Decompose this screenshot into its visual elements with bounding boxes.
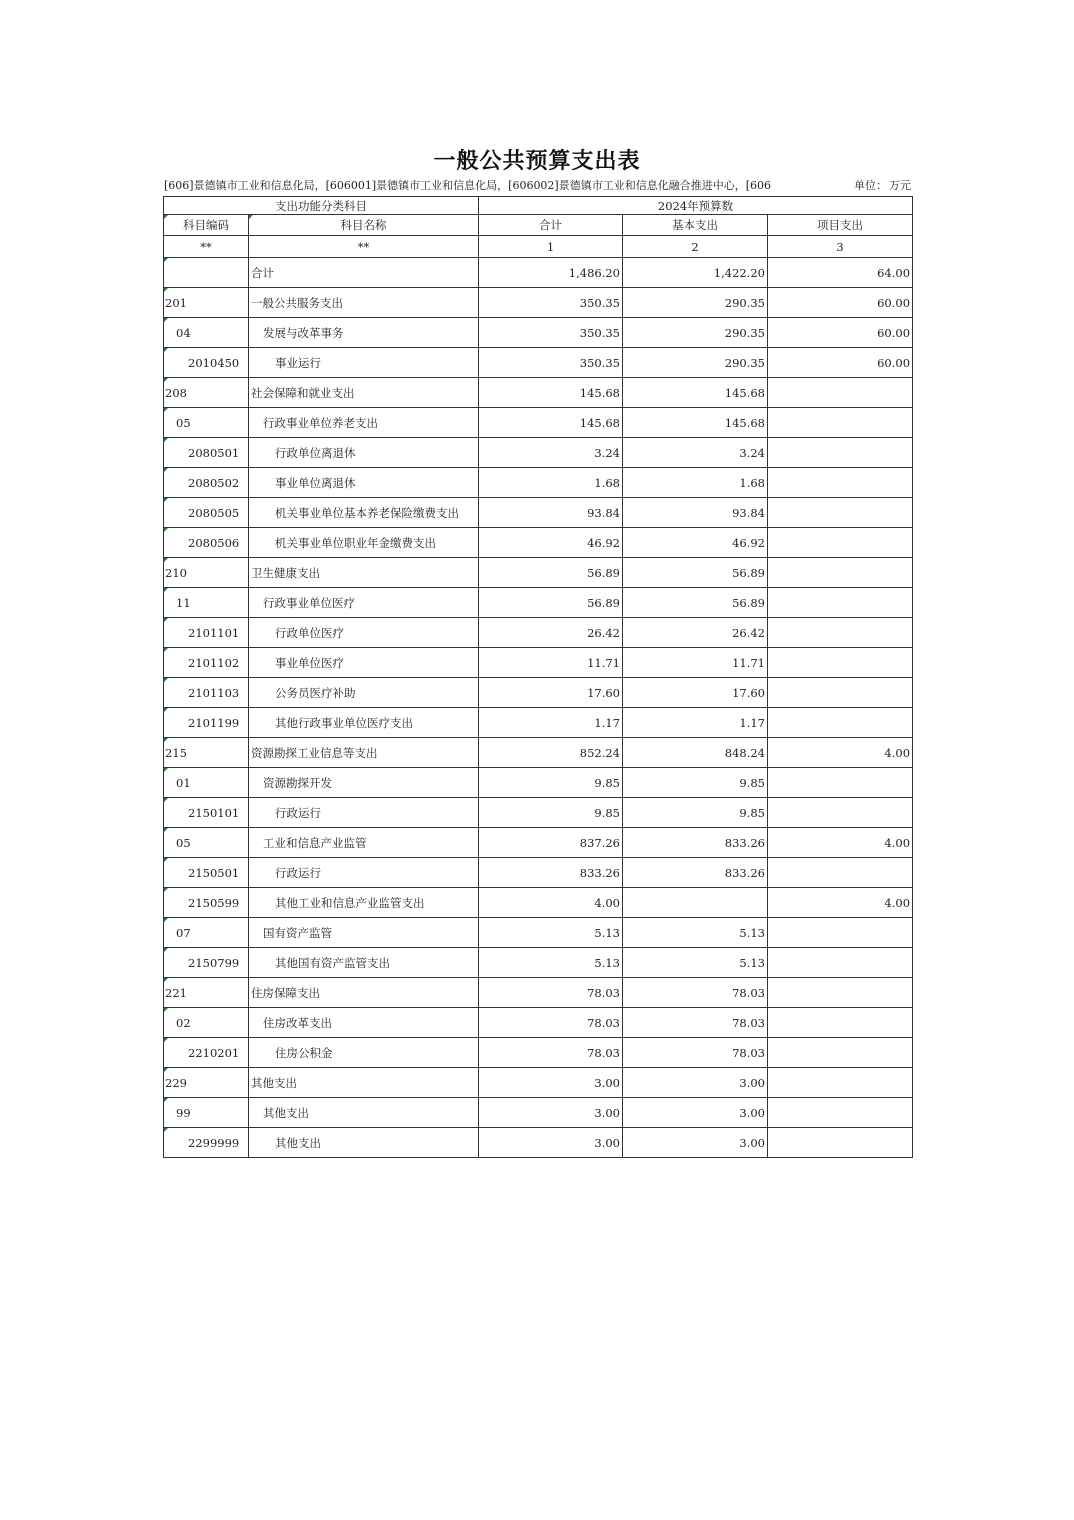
- row-basic: 17.60: [623, 678, 768, 708]
- header-total: 合计: [479, 215, 623, 236]
- header-col3: 3: [768, 236, 913, 258]
- row-basic: 3.00: [623, 1098, 768, 1128]
- table-row: [164, 798, 913, 828]
- row-total: 145.68: [479, 408, 623, 438]
- row-name: 其他支出: [249, 1068, 479, 1098]
- table-row: [164, 558, 913, 588]
- row-name: 机关事业单位基本养老保险缴费支出: [249, 498, 479, 528]
- row-project: [768, 978, 913, 1008]
- row-project: [768, 948, 913, 978]
- row-basic: 56.89: [623, 588, 768, 618]
- header-budget-year: 2024年预算数: [479, 197, 913, 215]
- row-name: 机关事业单位职业年金缴费支出: [249, 528, 479, 558]
- row-total: 17.60: [479, 678, 623, 708]
- row-project: [768, 558, 913, 588]
- row-name: 国有资产监管: [249, 918, 479, 948]
- row-name: 行政事业单位养老支出: [249, 408, 479, 438]
- row-code: 99: [164, 1098, 249, 1128]
- table-row: [164, 678, 913, 708]
- row-total: 1.17: [479, 708, 623, 738]
- row-total: 3.00: [479, 1098, 623, 1128]
- row-code: 2101101: [164, 618, 249, 648]
- row-code: 11: [164, 588, 249, 618]
- row-name: 事业运行: [249, 348, 479, 378]
- row-name: 一般公共服务支出: [249, 288, 479, 318]
- header-mark-name: **: [249, 236, 479, 258]
- row-total: 3.00: [479, 1068, 623, 1098]
- row-basic: 78.03: [623, 978, 768, 1008]
- row-project: [768, 1038, 913, 1068]
- row-code: 2010450: [164, 348, 249, 378]
- header-col2: 2: [623, 236, 768, 258]
- row-project: [768, 498, 913, 528]
- row-basic: 5.13: [623, 948, 768, 978]
- row-project: 60.00: [768, 288, 913, 318]
- header-row-columns: [164, 215, 913, 236]
- row-total: 837.26: [479, 828, 623, 858]
- table-row: [164, 768, 913, 798]
- row-name: 住房公积金: [249, 1038, 479, 1068]
- row-basic: 1.17: [623, 708, 768, 738]
- row-basic: 93.84: [623, 498, 768, 528]
- row-name: 工业和信息产业监管: [249, 828, 479, 858]
- table-row: [164, 888, 913, 918]
- row-code: 2080506: [164, 528, 249, 558]
- row-basic: 290.35: [623, 288, 768, 318]
- table-row: [164, 708, 913, 738]
- row-total: 9.85: [479, 798, 623, 828]
- row-name: 其他国有资产监管支出: [249, 948, 479, 978]
- table-row: [164, 438, 913, 468]
- row-total: 350.35: [479, 318, 623, 348]
- row-project: [768, 618, 913, 648]
- row-total: 78.03: [479, 1008, 623, 1038]
- table-row: [164, 348, 913, 378]
- table-row: [164, 978, 913, 1008]
- table-row: [164, 948, 913, 978]
- row-code: 215: [164, 738, 249, 768]
- row-total: 78.03: [479, 1038, 623, 1068]
- row-code: 2150501: [164, 858, 249, 888]
- row-project: [768, 528, 913, 558]
- row-name: 其他支出: [249, 1128, 479, 1158]
- row-project: [768, 768, 913, 798]
- row-basic: 145.68: [623, 408, 768, 438]
- row-total: 5.13: [479, 918, 623, 948]
- row-project: [768, 678, 913, 708]
- row-basic: 3.00: [623, 1068, 768, 1098]
- unit-label: [854, 178, 911, 194]
- row-total: 3.00: [479, 1128, 623, 1158]
- row-code: 07: [164, 918, 249, 948]
- row-total: 78.03: [479, 978, 623, 1008]
- table-row: [164, 858, 913, 888]
- row-basic: 3.24: [623, 438, 768, 468]
- header-name: 科目名称: [249, 215, 479, 236]
- row-basic: 5.13: [623, 918, 768, 948]
- row-project: [768, 408, 913, 438]
- row-basic: 290.35: [623, 318, 768, 348]
- row-name: 合计: [249, 258, 479, 288]
- table-row: [164, 1068, 913, 1098]
- table-row: [164, 318, 913, 348]
- row-project: 64.00: [768, 258, 913, 288]
- header-basic: 基本支出: [623, 215, 768, 236]
- table-row: [164, 588, 913, 618]
- row-project: [768, 1098, 913, 1128]
- header-project: 项目支出: [768, 215, 913, 236]
- row-basic: 1,422.20: [623, 258, 768, 288]
- header-row-index: [164, 236, 913, 258]
- row-project: [768, 1008, 913, 1038]
- row-name: 事业单位离退休: [249, 468, 479, 498]
- row-project: [768, 1068, 913, 1098]
- table-row: [164, 1008, 913, 1038]
- row-project: [768, 858, 913, 888]
- row-basic: 9.85: [623, 768, 768, 798]
- table-row: [164, 618, 913, 648]
- row-basic: 833.26: [623, 858, 768, 888]
- row-code: 2080501: [164, 438, 249, 468]
- row-basic: 78.03: [623, 1038, 768, 1068]
- row-project: [768, 708, 913, 738]
- header-row-group: [164, 197, 913, 215]
- row-code: 2150599: [164, 888, 249, 918]
- row-basic: 46.92: [623, 528, 768, 558]
- row-code: 2101199: [164, 708, 249, 738]
- row-total: 145.68: [479, 378, 623, 408]
- row-project: 60.00: [768, 318, 913, 348]
- row-name: 行政运行: [249, 858, 479, 888]
- row-name: 行政运行: [249, 798, 479, 828]
- row-code: 2101103: [164, 678, 249, 708]
- table-row: [164, 498, 913, 528]
- row-total: 350.35: [479, 348, 623, 378]
- row-basic: 1.68: [623, 468, 768, 498]
- row-total: 5.13: [479, 948, 623, 978]
- row-project: 4.00: [768, 828, 913, 858]
- row-code: 02: [164, 1008, 249, 1038]
- table-row: [164, 738, 913, 768]
- table-row: [164, 288, 913, 318]
- table-row: [164, 528, 913, 558]
- row-project: 60.00: [768, 348, 913, 378]
- row-basic: 290.35: [623, 348, 768, 378]
- row-basic: 9.85: [623, 798, 768, 828]
- row-name: 卫生健康支出: [249, 558, 479, 588]
- row-code: 05: [164, 828, 249, 858]
- row-project: 4.00: [768, 888, 913, 918]
- row-project: [768, 438, 913, 468]
- table-row: [164, 1098, 913, 1128]
- table-row: [164, 1038, 913, 1068]
- row-code: 01: [164, 768, 249, 798]
- department-list: [606]景德镇市工业和信息化局，[606001]景德镇市工业和信息化局，[606002]景德镇市工业和信息化融合推进中心，[606: [164, 179, 772, 192]
- row-code: 2210201: [164, 1038, 249, 1068]
- row-name: 其他支出: [249, 1098, 479, 1128]
- row-code: 05: [164, 408, 249, 438]
- row-name: 资源勘探开发: [249, 768, 479, 798]
- row-basic: 11.71: [623, 648, 768, 678]
- row-total: 93.84: [479, 498, 623, 528]
- row-project: [768, 468, 913, 498]
- unit-label-text: 单位：: [854, 179, 887, 192]
- header-code: 科目编码: [164, 215, 249, 236]
- row-code: 2101102: [164, 648, 249, 678]
- row-code: 210: [164, 558, 249, 588]
- row-basic: 56.89: [623, 558, 768, 588]
- unit-value: 万元: [889, 179, 911, 192]
- budget-table: [163, 196, 913, 1158]
- row-total: 833.26: [479, 858, 623, 888]
- row-name: 公务员医疗补助: [249, 678, 479, 708]
- row-code: 04: [164, 318, 249, 348]
- row-name: 住房改革支出: [249, 1008, 479, 1038]
- row-basic: 26.42: [623, 618, 768, 648]
- row-project: [768, 1128, 913, 1158]
- row-code: 208: [164, 378, 249, 408]
- row-project: [768, 588, 913, 618]
- row-code: 2299999: [164, 1128, 249, 1158]
- row-total: 350.35: [479, 288, 623, 318]
- row-total: 26.42: [479, 618, 623, 648]
- row-total: 852.24: [479, 738, 623, 768]
- row-basic: 848.24: [623, 738, 768, 768]
- header-col1: 1: [479, 236, 623, 258]
- row-basic: 78.03: [623, 1008, 768, 1038]
- row-name: 行政事业单位医疗: [249, 588, 479, 618]
- row-name: 社会保障和就业支出: [249, 378, 479, 408]
- row-name: 发展与改革事务: [249, 318, 479, 348]
- table-row: [164, 918, 913, 948]
- row-code: 2080502: [164, 468, 249, 498]
- row-name: 其他行政事业单位医疗支出: [249, 708, 479, 738]
- row-name: 其他工业和信息产业监管支出: [249, 888, 479, 918]
- table-row: [164, 378, 913, 408]
- row-project: [768, 378, 913, 408]
- row-code: 2080505: [164, 498, 249, 528]
- table-row: [164, 648, 913, 678]
- row-name: 行政单位医疗: [249, 618, 479, 648]
- row-basic: 145.68: [623, 378, 768, 408]
- row-name: 行政单位离退休: [249, 438, 479, 468]
- row-total: 1.68: [479, 468, 623, 498]
- row-total: 11.71: [479, 648, 623, 678]
- row-name: 资源勘探工业信息等支出: [249, 738, 479, 768]
- table-row: [164, 828, 913, 858]
- table-row: [164, 468, 913, 498]
- row-total: 56.89: [479, 558, 623, 588]
- row-project: [768, 648, 913, 678]
- row-total: 1,486.20: [479, 258, 623, 288]
- row-project: [768, 798, 913, 828]
- row-total: 3.24: [479, 438, 623, 468]
- row-name: 住房保障支出: [249, 978, 479, 1008]
- row-code: 229: [164, 1068, 249, 1098]
- row-code: 221: [164, 978, 249, 1008]
- row-name: 事业单位医疗: [249, 648, 479, 678]
- row-total: 46.92: [479, 528, 623, 558]
- table-row: [164, 408, 913, 438]
- row-total: 9.85: [479, 768, 623, 798]
- header-mark-code: **: [164, 236, 249, 258]
- table-row: [164, 258, 913, 288]
- row-code: 2150799: [164, 948, 249, 978]
- row-total: 56.89: [479, 588, 623, 618]
- header-function-category: 支出功能分类科目: [164, 197, 479, 215]
- row-project: [768, 918, 913, 948]
- subtitle-row: [164, 178, 911, 194]
- row-code: 201: [164, 288, 249, 318]
- row-code: 2150101: [164, 798, 249, 828]
- row-total: 4.00: [479, 888, 623, 918]
- table-row: [164, 1128, 913, 1158]
- row-project: 4.00: [768, 738, 913, 768]
- row-code: [164, 258, 249, 288]
- row-basic: 833.26: [623, 828, 768, 858]
- page-title: 一般公共预算支出表: [433, 149, 641, 174]
- row-basic: 3.00: [623, 1128, 768, 1158]
- row-basic: [623, 888, 768, 918]
